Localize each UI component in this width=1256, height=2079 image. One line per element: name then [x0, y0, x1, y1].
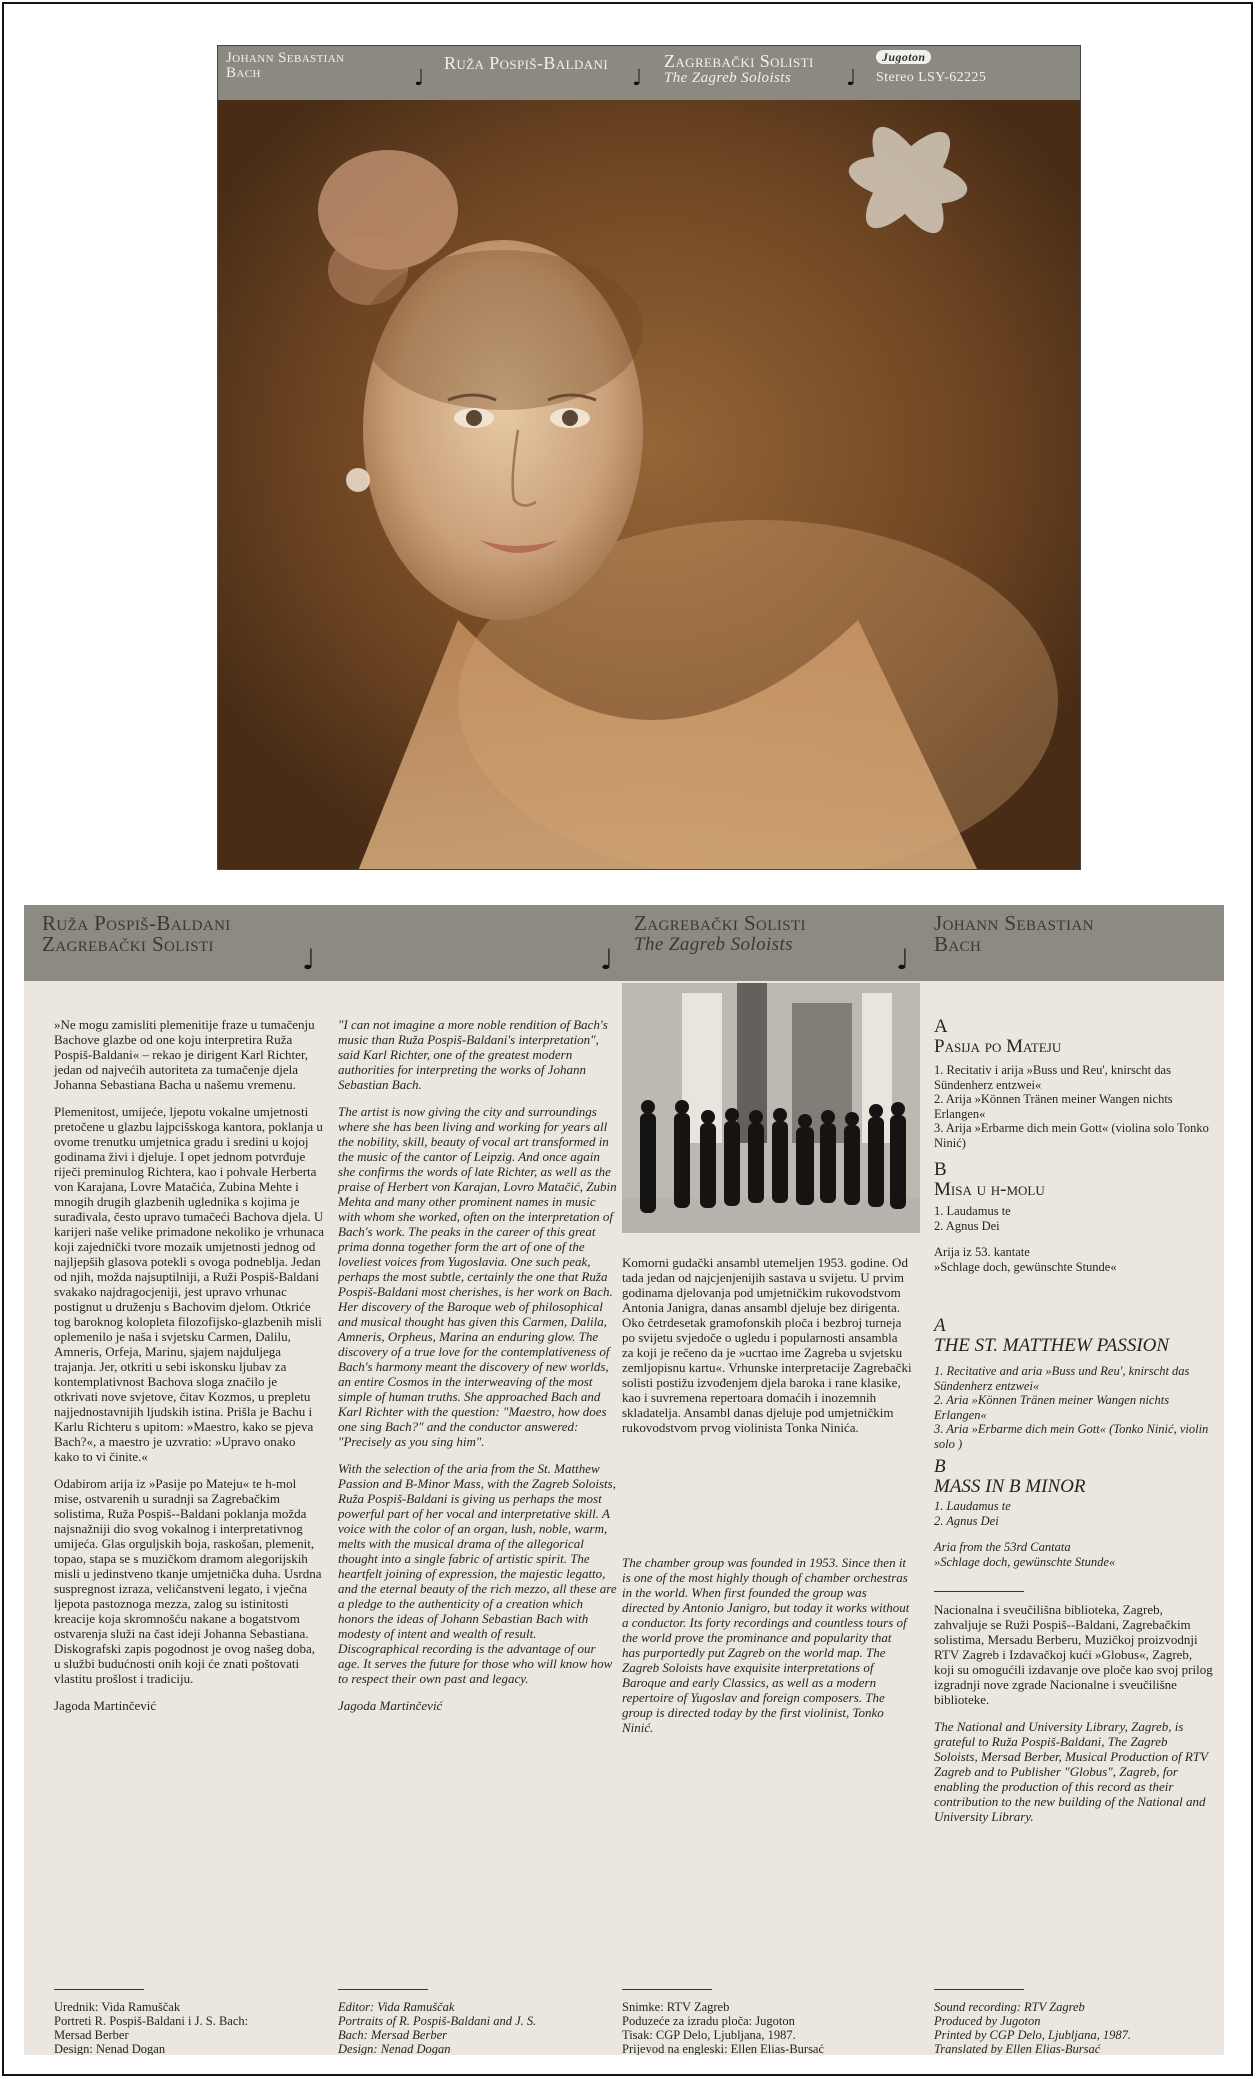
paragraph: Plemenitost, umijeće, ljepotu vokalne umjetnosti pretočene u glazbu lajpcišskoga kantora, poklanja u ovome trenutku umjetnica gradu i sredini u kojoj godinama živi i djeluje. I opet jednom potvrđuje riječi preminulog Richtera, kao i pohvale Herberta von Karajana, Lovre Matačića, Zubina Mehte i mnogih drugih glazbenih uglednika s kojima je surađivala, često upravo tumačeći Bachova djela. U karijeri naše velike primadone nekoliko je vrhunaca koji zajednički tvore mozaik umjetnosti jednog od najljepših glasova potekli s ovoga podneblja. Jedan od njih, možda najsuptilniji, a Ruži Pospiš-Baldani svakako najdragocjeniji, jest upravo vrhunac postignut u druženju s Bachovim djelom. Otkriće tog baroknog kolopleta filozofijsko-glazbenih misli oplemenilo je naša i svjetsku Carmen, Dalilu, Amneris, Orfeja, Marinu, sjajem najduljega trajanja. Jer, otkriti u sebi iskonsku ljubav za kontemplativnost Bachova sloga značilo je otkrivati nove svjetove, čitav Kozmos, u prepletu najjednostavnijih ljudskih istina. Prišla je Bachu i Karlu Richteru s upitom: »Maestro, kako se pjeva Bach?«, a maestro je uzvratio: »Upravo onako kako to vi činite.« — [54, 1104, 325, 1464]
side-b-title: Misa u h-molu — [934, 1179, 1045, 1200]
catalog-number: Stereo LSY-62225 — [876, 70, 987, 85]
front-cover — [217, 45, 1081, 870]
back-cover — [24, 905, 1224, 2055]
track-item: 2. Agnus Dei — [934, 1218, 1000, 1233]
credits-en-production: Sound recording: RTV Zagreb Produced by Jugoton Printed by CGP Delo, Ljubljana, 1987. Translated by Ellen Elias-Bursać — [934, 1985, 1214, 2055]
music-note-icon: ♩ — [414, 66, 425, 91]
side-a-letter: A — [934, 1016, 948, 1037]
aria-note: Aria from the 53rd Cantata — [934, 1540, 1071, 1554]
music-note-icon: ♩ — [302, 943, 316, 976]
side-b-letter: B — [934, 1159, 947, 1180]
track-item: 3. Aria »Erbarme dich mein Gott« (Tonko Ninić, violin solo ) — [934, 1422, 1209, 1451]
track-item: 3. Arija »Erbarme dich mein Gott« (violina solo Tonko Ninić) — [934, 1121, 1209, 1150]
paragraph: Odabirom arija iz »Pasije po Mateju« te h-mol mise, ostvarenih u suradnji sa Zagrebačkim solistima, Ruža Pospiš--Baldani poklanja možda najsnažniji dio svog vokalnog i interpretativnog umijeća. Glas orguljskih boja, raskošan, plemenit, topao, stapa se s muzičkom dramom alegorijskih misli u jedinstveno tkanje umjetnička duha. Usrdna suspregnost izraza, veličanstveni legato, i vječna ljepota pastoznoga mezza, zalog su istinitosti kreacije koja skromnošću nakane a bogatstvom ostvarenja služi na čast ideji Johanna Sebastiana. Diskografski zapis pogodnost je ovog našeg doba, u službi budućnosti onih koji će znati poštovati vlastitu prošlost i tradiciju. — [54, 1476, 322, 1686]
side-b-title-en: MASS IN B MINOR — [934, 1476, 1086, 1497]
track-item: 1. Recitative and aria »Buss und Reu', knirscht das Sündenherz entzwei« — [934, 1364, 1190, 1393]
track-item: 2. Aria »Können Tränen meiner Wangen nichts Erlangen« — [934, 1393, 1170, 1422]
portrait-painting — [218, 100, 1081, 870]
front-header-bar — [218, 46, 1080, 100]
back-header-bar — [24, 905, 1224, 981]
acknowledgement-hr: Nacionalna i sveučilišna biblioteka, Zagreb, zahvaljuje se Ruži Pospiš--Baldani, Zagrebačkim solistima, Mersadu Berberu, Muzičkoj proizvodnji RTV Zagreb i Izdavačkoj kući »Globus«, Zagreb, koji su omogućili izdavanje ove ploče kao svoj prilog izgradnji nove zgrade Nacionalne i sveučilišne biblioteke. — [934, 1602, 1213, 1707]
acknowledgement-en: The National and University Library, Zagreb, is grateful to Ruža Pospiš-Baldani, The Zagreb Soloists, Mersad Berber, Musical Production of RTV Zagreb and to Publisher "Globus", Zagreb, for enabling the production of this record as their contribution to the new building of the National and University Library. — [934, 1719, 1208, 1824]
paragraph: "I can not imagine a more noble rendition of Bach's music than Ruža Pospiš-Baldani's interpretation", said Karl Richter, one of the greatest modern authorities for interpreting the works of Johann Sebastian Bach. — [338, 1017, 608, 1092]
paragraph: The artist is now giving the city and surroundings where she has been living and working for years all the nobility, skill, beauty of vocal art transformed in the music of the cantor of Leipzig. And once again she confirms the words of late Richter, as well as the praise of Herbert von Karajan, Lovro Matačić, Zubin Mehta and many other prominent names in music with whom she worked, often on the interpretation of Bach's work. The peaks in the career of this great prima donna together form the art of one of the loveliest voices from Yugoslavia. One such peak, perhaps the most subtle, certainly the one that Ruža Pospiš-Baldani most cherishes, is her work on Bach. Her discovery of the Baroque web of philosophical and musical thought has given this Carmen, Dalila, Amneris, Orpheus, Marina an enduring glow. The discovery of a true love for the contemplativeness of Bach's harmony meant the discovery of new worlds, an entire Cosmos in the interweaving of the most simple of human truths. She approached Bach and Karl Richter with the question: "Maestro, how does one sing Bach?" and the conductor answered: "Precisely as you sing him". — [338, 1104, 617, 1449]
label-block — [868, 46, 1081, 100]
track-item: 1. Recitativ i arija »Buss und Reu', knirscht das Sündenherz entzwei« — [934, 1063, 1171, 1092]
music-note-icon: ♩ — [896, 943, 910, 976]
paragraph: »Ne mogu zamisliti plemenitije fraze u tumačenju Bachove glazbe od one koju interpretira Ruža Pospiš-Baldani« – rekao je dirigent Karl Richter, jedan od najvećih autoriteta za tumačenje djela Johanna Sebastiana Bacha u našemu vremenu. — [54, 1017, 315, 1092]
side-a-title-en: THE ST. MATTHEW PASSION — [934, 1335, 1170, 1356]
ensemble-bio-hr: Komorni gudački ansambl utemeljen 1953. godine. Od tada jedan od najcjenjenijih sastava u svijetu. U prvim godinama djelovanja pod umjetničkim rukovodstvom Antonia Janigra, danas ansambl djeluje bez dirigenta. Oko četrdesetak gramofonskih ploča i bezbroj turneja po svijetu svjedoče o ugledu i popularnosti ansambla za koji je rečeno da je »ucrtao ime Zagreba u svjetsku zemljopisnu kartu«. Vrhunske interpretacije Zagrebački solisti postižu izvođenjem djela baroka i rane klasike, kao i suvremena repertoara domaćih i inozemnih skladatelja. Ansambl danas djeluje pod umjetničkim rukovodstvom prvog violinista Tonka Ninića. — [622, 1255, 912, 1435]
music-note-icon: ♩ — [632, 66, 643, 91]
track-item: 1. Laudamus te — [934, 1499, 1011, 1513]
aria-note: »Schlage doch, gewünschte Stunde« — [934, 1554, 1116, 1569]
english-liner-notes — [338, 1017, 618, 1725]
credits-en: Editor: Vida Ramuščak Portraits of R. Pospiš-Baldani and J. S. Bach: Mersad Berber Design: Nenad Dogan — [338, 1985, 618, 2055]
credits-hr: Urednik: Vida Ramuščak Portreti R. Pospiš-Baldani i J. S. Bach: Mersad Berber Design: Nenad Dogan — [54, 1985, 324, 2055]
ensemble-photo — [622, 983, 920, 1233]
ensemble-bio-en: The chamber group was founded in 1953. Since then it is one of the most highly though of chamber orchestras in the world. When first founded the group was directed by Antonio Janigro, but today it works without a conductor. Its forty recordings and countless tours of the world prove the prominance and popularity that has purportedly put Zagreb on the world map. The Zagreb Soloists have exquisite interpretations of Baroque and early Classics, as well as a modern repertoire of Yugoslav and foreign composers. The group is directed today by the first violinist, Tonko Ninić. — [622, 1555, 910, 1735]
aria-note: »Schlage doch, gewünschte Stunde« — [934, 1259, 1117, 1274]
track-item: 1. Laudamus te — [934, 1204, 1011, 1218]
author-signature: Jagoda Martinčević — [54, 1698, 157, 1713]
tracklist — [934, 1017, 1214, 1836]
music-note-icon: ♩ — [846, 66, 857, 91]
music-note-icon: ♩ — [600, 943, 614, 976]
side-b-letter: B — [934, 1456, 946, 1477]
back-header-middle: Zagrebački Solisti The Zagreb Soloists — [634, 911, 806, 955]
side-a-letter: A — [934, 1315, 946, 1336]
back-header-right: Johann Sebastian Bach — [934, 911, 1094, 956]
singer-name: Ruža Pospiš-Baldani — [444, 53, 609, 73]
croatian-liner-notes — [54, 1017, 324, 1725]
jugoton-logo: Jugoton — [876, 50, 931, 64]
aria-note: Arija iz 53. kantate — [934, 1245, 1030, 1259]
ensemble-name: Zagrebački Solisti The Zagreb Soloists — [664, 51, 814, 86]
credits-production: Snimke: RTV Zagreb Poduzeće za izradu ploča: Jugoton Tisak: CGP Delo, Ljubljana, 1987. Prijevod na engleski: Ellen Elias-Bursać — [622, 1985, 912, 2055]
paragraph: With the selection of the aria from the St. Matthew Passion and B-Minor Mass, with the Zagreb Soloists, Ruža Pospiš-Baldani is giving us perhaps the most powerful part of her vocal and interpretative skill. A voice with the color of an organ, lush, noble, warm, melts with the musical drama of the allegorical thought into a single fabric of artistic spirit. The heartfelt joining of expression, the majestic legatto, and the eternal beauty of the rich mezzo, all these are a pledge to the authenticity of a creation which honors the ideas of Johann Sebastian Bach with modesty of intent and wealth of result. Discographical recording is the advantage of our age. It serves the future for those who will know how to respect their own past and legacy. — [338, 1461, 617, 1686]
track-item: 2. Arija »Können Tränen meiner Wangen nichts Erlangen« — [934, 1092, 1173, 1121]
author-signature: Jagoda Martinčević — [338, 1698, 443, 1713]
side-a-title: Pasija po Mateju — [934, 1036, 1062, 1057]
composer-name: Johann Sebastian Bach — [226, 50, 345, 81]
track-item: 2. Agnus Dei — [934, 1513, 999, 1528]
back-header-left: Ruža Pospiš-Baldani Zagrebački Solisti — [42, 911, 231, 956]
